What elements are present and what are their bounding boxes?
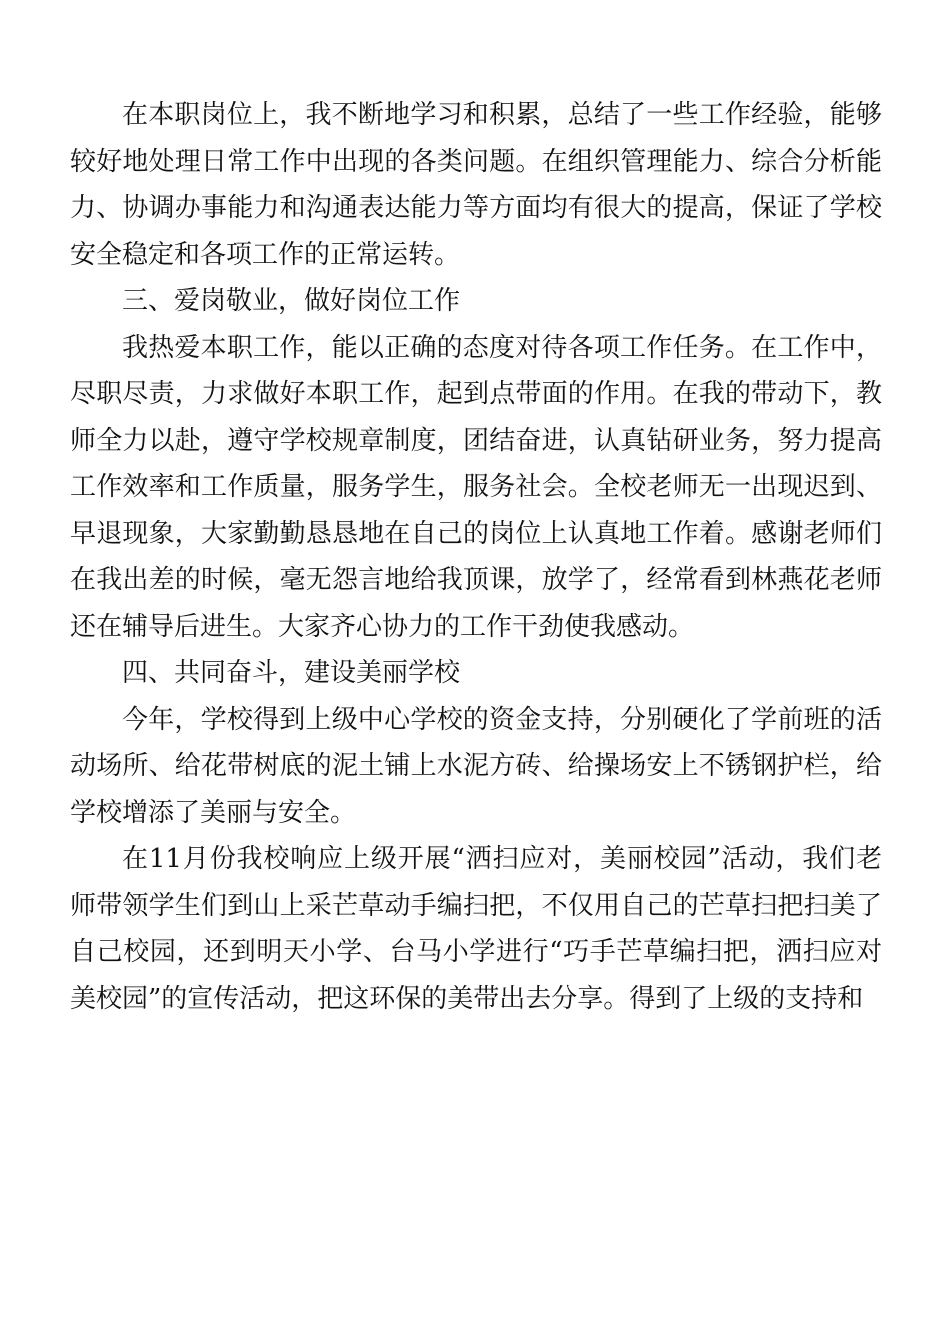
section-heading-three: 三、爱岗敬业，做好岗位工作 — [122, 286, 461, 316]
paragraph-work-experience: 在本职岗位上，我不断地学习和积累，总结了一些工作经验，能够较好地处理日常工作中出现的各类问题。在组织管理能力、综合分析能力、协调办事能力和沟通表达能力等方面均有很大的提高，保证了学校安全稳定和各项工作的正常运转。 — [70, 100, 882, 270]
section-heading-four: 四、共同奋斗，建设美丽学校 — [122, 658, 461, 688]
paragraph-campus-activity: 在11月份我校响应上级开展“洒扫应对，美丽校园”活动，我们老师带领学生们到山上采芒草动手编扫把，不仅用自己的芒草扫把扫美了自己校园，还到明天小学、台马小学进行“巧手芒草编扫把，洒扫应对美校园”的宣传活动，把这环保的美带出去分享。得到了上级的支持和 — [70, 844, 882, 1014]
paragraph-funding: 今年，学校得到上级中心学校的资金支持，分别硬化了学前班的活动场所、给花带树底的泥土铺上水泥方砖、给操场安上不锈钢护栏，给学校增添了美丽与安全。 — [70, 704, 882, 828]
paragraph-love-work: 我热爱本职工作，能以正确的态度对待各项工作任务。在工作中，尽职尽责，力求做好本职工作，起到点带面的作用。在我的带动下，教师全力以赴，遵守学校规章制度，团结奋进，认真钻研业务，努力提高工作效率和工作质量，服务学生，服务社会。全校老师无一出现迟到、早退现象，大家勤勤恳恳地在自己的岗位上认真地工作着。感谢老师们在我出差的时候，毫无怨言地给我顶课，放学了，经常看到林燕花老师还在辅导后进生。大家齐心协力的工作干劲使我感动。 — [70, 332, 882, 642]
document-body — [70, 92, 882, 1022]
